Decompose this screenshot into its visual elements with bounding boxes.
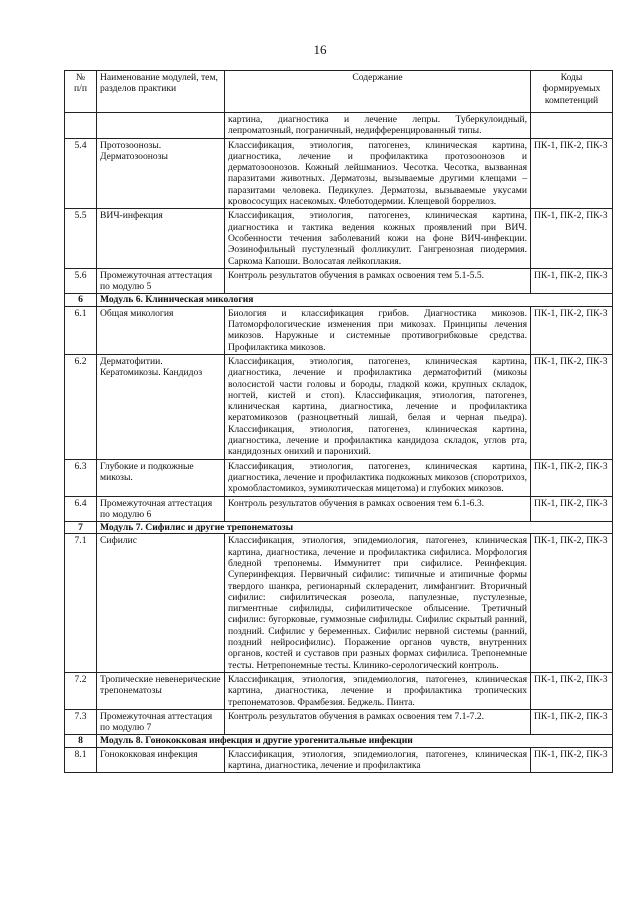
table-header-row xyxy=(65,71,613,113)
table-row xyxy=(65,747,613,773)
cell-num: 6.2 xyxy=(65,354,97,459)
cell-codes: ПК-1, ПК-2, ПК-3 xyxy=(531,709,613,735)
table-row xyxy=(65,496,613,522)
curriculum-table xyxy=(64,70,613,773)
module-heading-row xyxy=(65,522,613,534)
cell-content: Контроль результатов обучения в рамках освоения тем 6.1-6.3. xyxy=(225,496,531,522)
cell-codes: ПК-1, ПК-2, ПК-3 xyxy=(531,747,613,773)
cell-num: 6.3 xyxy=(65,459,97,496)
page-number: 16 xyxy=(313,42,327,57)
cell-name: Дерматофитии. Кератомикозы. Кандидоз xyxy=(97,354,225,459)
module-title: Модуль 7. Сифилис и другие трепонематозы xyxy=(97,522,613,534)
cell-content: Классификация, этиология, эпидемиология, патогенез, клиническая картина, диагностика, лечение и профилактика сифилиса. Морфология бледной трепонемы. Иммунитет при сифилисе. Реинфекция. Суперинфекция. Первичный сифилис: типичные и атипичные формы твердого шанкра, регионарный склераденит, лимфангиит. Вторичный сифилис: сифилитическая розеола, папулезные, пустулезные, пигментные сифилиды, сифилитическое облысение. Третичный сифилис: бугорковые, гуммозные сифилиды. Сифилис скрытый ранний, поздний. Сифилис у беременных. Сифилис нервной системы (ранний, поздний нейросифилис). Поражение органов чувств, внутренних органов, костей и суставов при разных формах сифилиса. Трепонемные тесты. Нетрепонемные тесты. Клинико-серологический контроль. xyxy=(225,534,531,673)
cell-name: Общая микология xyxy=(97,306,225,354)
cell-name: Тропические невенерические трепонематозы xyxy=(97,672,225,709)
cell-num: 8.1 xyxy=(65,747,97,773)
table-row xyxy=(65,672,613,709)
table-body xyxy=(65,113,613,773)
table-row xyxy=(65,138,613,209)
cell-name: Глубокие и подкожные микозы. xyxy=(97,459,225,496)
cell-num: 6.4 xyxy=(65,496,97,522)
header-content: Содержание xyxy=(225,71,531,113)
header-num: № п/п xyxy=(65,71,97,113)
cell-content: Контроль результатов обучения в рамках освоения тем 7.1-7.2. xyxy=(225,709,531,735)
cell-codes: ПК-1, ПК-2, ПК-3 xyxy=(531,354,613,459)
cell-content: Биология и классификация грибов. Диагностика микозов. Патоморфологические изменения при микозах. Принципы лечения микозов. Наружные и системные противогрибковые средства. Профилактика микозов. xyxy=(225,306,531,354)
table-row xyxy=(65,459,613,496)
cell-content: Классификация, этиология, патогенез, клиническая картина, диагностика и тактика ведения кожных проявлений при ВИЧ. Особенности течения заболеваний кожи на фоне ВИЧ-инфекции. Эозинофильный пустулезный фолликулит. Гангренозная пиодермия. Саркома Капоши. Волосатая лейкоплакия. xyxy=(225,209,531,268)
cell-codes: ПК-1, ПК-2, ПК-3 xyxy=(531,138,613,209)
table-row xyxy=(65,209,613,268)
cell-codes: ПК-1, ПК-2, ПК-3 xyxy=(531,459,613,496)
table-row xyxy=(65,113,613,139)
cell-name: Промежуточная аттестация по модулю 5 xyxy=(97,268,225,294)
cell-num: 5.4 xyxy=(65,138,97,209)
header-codes: Коды формируемых компетенций xyxy=(531,71,613,113)
cell-name: Протозоонозы. Дерматозоонозы xyxy=(97,138,225,209)
cell-codes: ПК-1, ПК-2, ПК-3 xyxy=(531,496,613,522)
table-row xyxy=(65,709,613,735)
module-title: Модуль 6. Клиническая микология xyxy=(97,294,613,306)
cell-codes: ПК-1, ПК-2, ПК-3 xyxy=(531,534,613,673)
cell-content: Классификация, этиология, эпидемиология, патогенез, клиническая картина, диагностика, лечение и профилактика xyxy=(225,747,531,773)
cell-content: Классификация, этиология, патогенез, клиническая картина, диагностика, лечение и профилактика дерматофитий (микозы волосистой части головы и бороды, гладкой кожи, крупных складок, ногтей, кистей и стоп). Классификация, этиология, патогенез, клиническая картина, диагностика, лечение и профилактика кератомикозов (разноцветный лишай, белая и черная пьедра). Классификация, этиология, патогенез, клиническая картина, диагностика, лечение и профилактика кандидоза складок, углов рта, кандидозных онихий и паронихий. xyxy=(225,354,531,459)
cell-num: 5.6 xyxy=(65,268,97,294)
module-number: 6 xyxy=(65,294,97,306)
cell-content: Классификация, этиология, эпидемиология, патогенез, клиническая картина, диагностика, лечение и профилактика тропических трепонематозов. Фрамбезия. Беджель. Пинта. xyxy=(225,672,531,709)
cell-content: Контроль результатов обучения в рамках освоения тем 5.1-5.5. xyxy=(225,268,531,294)
table-row xyxy=(65,354,613,459)
cell-name: Промежуточная аттестация по модулю 6 xyxy=(97,496,225,522)
cell-name: Сифилис xyxy=(97,534,225,673)
cell-codes: ПК-1, ПК-2, ПК-3 xyxy=(531,672,613,709)
cell-codes xyxy=(531,113,613,139)
module-heading-row xyxy=(65,735,613,747)
cell-codes: ПК-1, ПК-2, ПК-3 xyxy=(531,268,613,294)
module-number: 8 xyxy=(65,735,97,747)
cell-num: 7.1 xyxy=(65,534,97,673)
table-row xyxy=(65,268,613,294)
cell-num: 7.2 xyxy=(65,672,97,709)
module-heading-row xyxy=(65,294,613,306)
cell-content: картина, диагностика и лечение лепры. Туберкулоидный, лепроматозный, пограничный, недифференцированный типы. xyxy=(225,113,531,139)
module-title: Модуль 8. Гонококковая инфекция и другие урогенитальные инфекции xyxy=(97,735,613,747)
cell-name: Промежуточная аттестация по модулю 7 xyxy=(97,709,225,735)
cell-content: Классификация, этиология, патогенез, клиническая картина, диагностика, лечение и профилактика подкожных микозов (споротрихоз, хромобластомикоз, эумикотическая мицетома) и глубоких микозов. xyxy=(225,459,531,496)
cell-num: 6.1 xyxy=(65,306,97,354)
table-row xyxy=(65,534,613,673)
cell-name: Гонококковая инфекция xyxy=(97,747,225,773)
cell-codes: ПК-1, ПК-2, ПК-3 xyxy=(531,209,613,268)
cell-num xyxy=(65,113,97,139)
cell-num: 7.3 xyxy=(65,709,97,735)
cell-codes: ПК-1, ПК-2, ПК-3 xyxy=(531,306,613,354)
table-row xyxy=(65,306,613,354)
cell-name xyxy=(97,113,225,139)
cell-name: ВИЧ-инфекция xyxy=(97,209,225,268)
cell-num: 5.5 xyxy=(65,209,97,268)
module-number: 7 xyxy=(65,522,97,534)
cell-content: Классификация, этиология, патогенез, клиническая картина, диагностика, лечение и профилактика протозоонозов и дерматозоонозов. Кожный лейшманиоз. Чесотка. Чесотка, вызванная паразитами животных. Дерматозы, вызываемые другими клещами – паразитами человека. Педикулез. Дерматозы, вызываемые укусами кровососущих насекомых. Флеботодермии. Клещевой боррелиоз. xyxy=(225,138,531,209)
header-name: Наименование модулей, тем, разделов практики xyxy=(97,71,225,113)
